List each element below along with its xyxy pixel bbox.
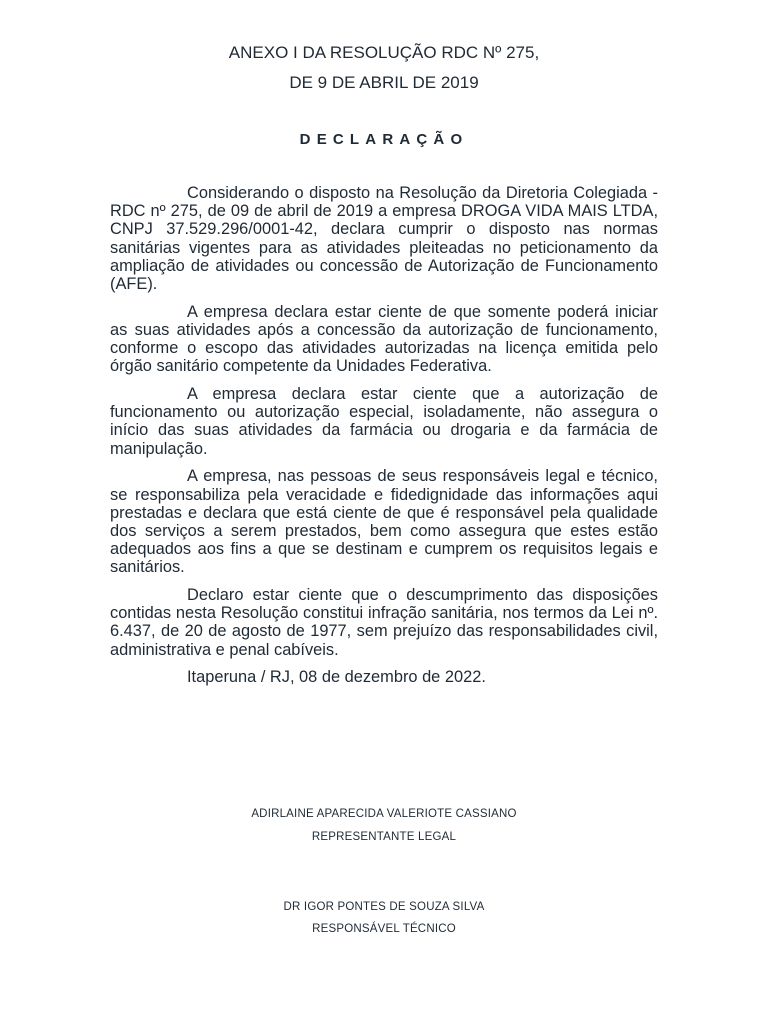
paragraph-5: Declaro estar ciente que o descumprimento das disposições contidas nesta Resolução constitui infração sanitária, nos termos da Lei nº. 6.437, de 20 de agosto de 1977, sem prejuízo das responsabilidades civil, administrativa e penal cabíveis. xyxy=(110,586,658,659)
signatory-technical-name: DR IGOR PONTES DE SOUZA SILVA xyxy=(283,901,485,913)
paragraph-1: Considerando o disposto na Resolução da Diretoria Colegiada - RDC nº 275, de 09 de abril de 2019 a empresa DROGA VIDA MAIS LTDA, CNPJ 37.529.296/0001-42, declara cumprir o disposto nas normas sanitárias vigentes para as atividades pleiteadas no peticionamento da ampliação de atividades ou concessão de Autorização de Funcionamento (AFE). xyxy=(110,184,658,294)
place-date: Itaperuna / RJ, 08 de dezembro de 2022. xyxy=(187,668,486,687)
signatory-technical-role: RESPONSÁVEL TÉCNICO xyxy=(312,923,456,935)
paragraph-3: A empresa declara estar ciente que a autorização de funcionamento ou autorização especial, isoladamente, não assegura o início das suas atividades da farmácia ou drogaria e da farmácia de manipulação. xyxy=(110,385,658,458)
signatory-legal-name: ADIRLAINE APARECIDA VALERIOTE CASSIANO xyxy=(251,808,517,820)
signatory-legal-role: REPRESENTANTE LEGAL xyxy=(311,831,457,843)
document-heading: DECLARAÇÃO xyxy=(299,131,469,148)
document-body xyxy=(110,184,658,687)
paragraph-4: A empresa, nas pessoas de seus responsáveis legal e técnico, se responsabiliza pela veracidade e fidedignidade das informações aqui prestadas e declara que está ciente de que é responsável pela qualidade dos serviços a serem prestados, bem como assegura que estes estão adequados aos fins a que se destinam e cumprem os requisitos legais e sanitários. xyxy=(110,467,658,577)
paragraph-2: A empresa declara estar ciente de que somente poderá iniciar as suas atividades após a concessão da autorização de funcionamento, conforme o escopo das atividades autorizadas na licença emitida pelo órgão sanitário competente da Unidades Federativa. xyxy=(110,302,658,376)
annex-title-line-1: ANEXO I DA RESOLUÇÃO RDC Nº 275, xyxy=(228,43,540,62)
annex-title-line-2: DE 9 DE ABRIL DE 2019 xyxy=(289,73,479,92)
